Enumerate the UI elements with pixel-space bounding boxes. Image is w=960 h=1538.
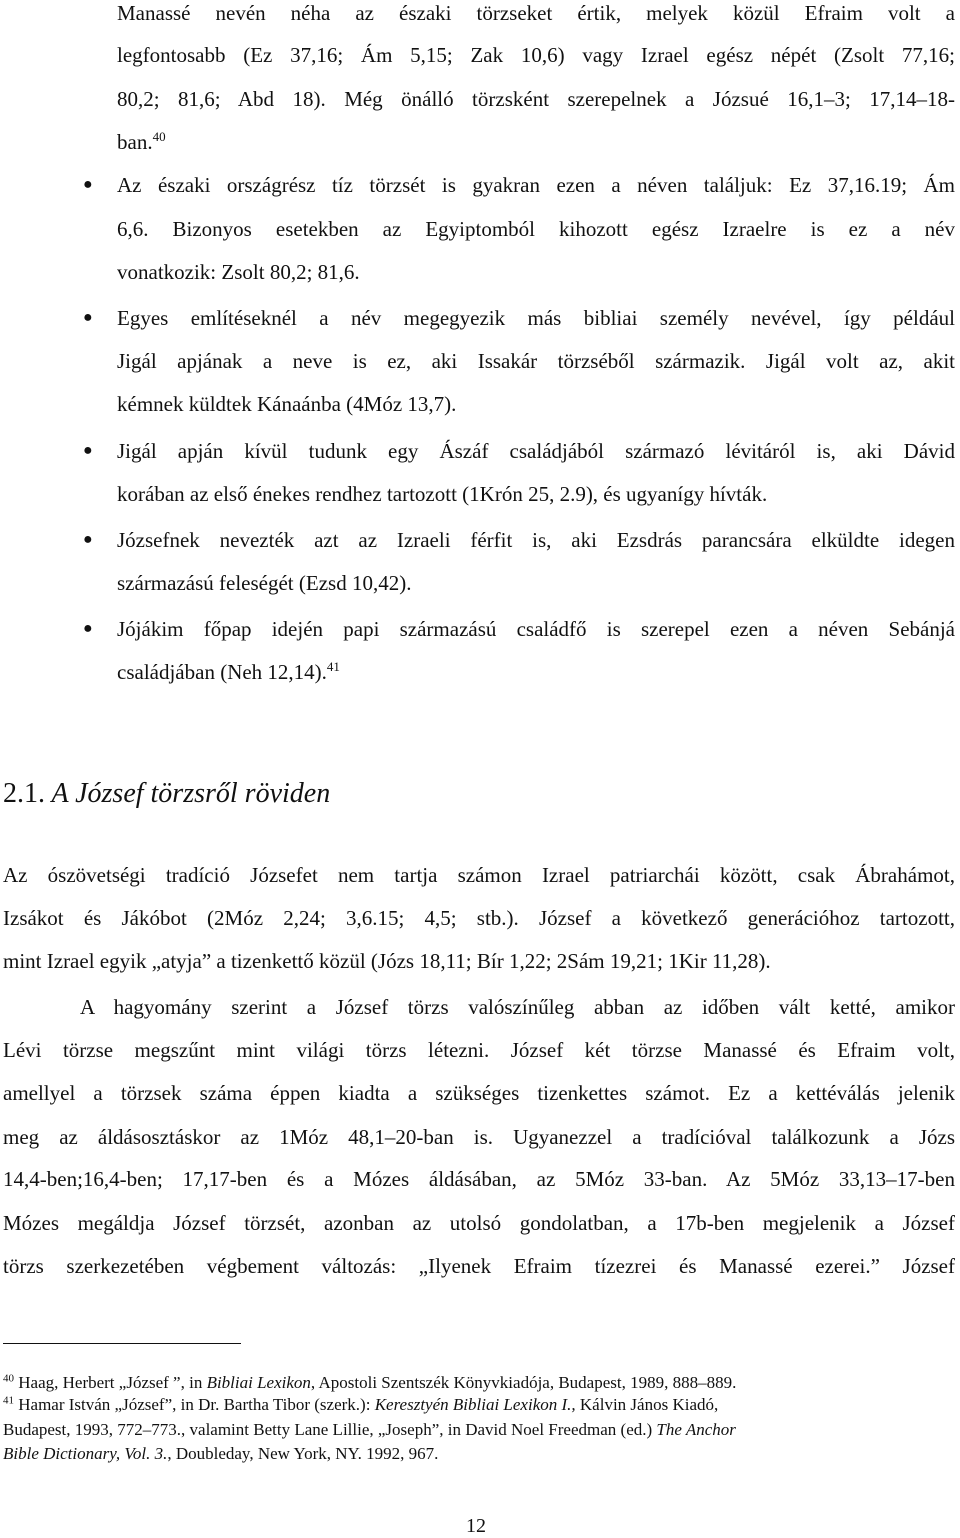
footnote-italic: Bibliai Lexikon <box>206 1373 311 1392</box>
list-item-line: Jigál apján kívül tudunk egy Ászáf családjából származó lévitáról is, aki Dávid <box>117 439 955 463</box>
list-item-line: Józsefnek nevezték azt az Izraeli férfit is, aki Ezsdrás parancsára elküldte idegen <box>117 528 955 552</box>
list-item-line: Jigál apjának a neve is ez, aki Issakár törzséből származik. Jigál volt az, akit <box>117 349 955 373</box>
list-item-line: legfontosabb (Ez 37,16; Ám 5,15; Zak 10,6) vagy Izrael egész népét (Zsolt 77,16; <box>117 43 955 67</box>
footnote-text: Budapest, 1993, 772–773., valamint Betty Lane Lillie, „Joseph”, in David Noel Freedman (ed.) <box>3 1420 657 1439</box>
footnote-text: , Doubleday, New York, NY. 1992, 967. <box>167 1444 439 1463</box>
paragraph-line: A hagyomány szerint a József törzs valószínűleg abban az időben vált ketté, amikor <box>80 995 955 1019</box>
bullet-marker: ● <box>83 531 93 548</box>
footnote-text: , Apostoli Szentszék Könyvkiadója, Budapest, 1989, 888–889. <box>310 1373 737 1392</box>
footnote-number: 41 <box>3 1394 14 1407</box>
section-number: 2.1. <box>3 778 45 809</box>
paragraph-line: törzs szerkezetében végbement változás: „Ilyenek Efraim tízezrei és Manassé ezerei.” József <box>3 1254 955 1278</box>
list-item-line <box>117 129 166 155</box>
paragraph-line: mint Izrael egyik „atyja” a tizenkettő közül (Józs 18,11; Bír 1,22; 2Sám 19,21; 1Kir 11,28). <box>3 949 771 973</box>
bullet-marker: ● <box>83 176 93 193</box>
list-item-text: ban. <box>117 130 153 154</box>
list-item-line <box>117 659 340 685</box>
footnote-ref[interactable]: 41 <box>326 659 340 674</box>
page-number: 12 <box>466 1515 486 1537</box>
list-item-line: 6,6. Bizonyos esetekben az Egyiptomból kihozott egész Izraelre is ez a név <box>117 217 955 241</box>
section-title: A József törzsről röviden <box>51 778 331 809</box>
footnote-text: Hamar István „József”, in Dr. Bartha Tibor (szerk.): <box>18 1395 375 1414</box>
list-item-line: Egyes említéseknél a név megegyezik más bibliai személy nevével, így például <box>117 306 955 330</box>
footnote-italic: Keresztyén Bibliai Lexikon I., <box>374 1395 576 1414</box>
paragraph-line: Az ószövetségi tradíció Józsefet nem tartja számon Izrael patriarchái között, csak Ábrahámot, <box>3 863 955 887</box>
list-item-line: Jójákim főpap idején papi származású családfő is szerepel ezen a néven Sebánjá <box>117 617 955 641</box>
list-item-line: 80,2; 81,6; Abd 18). Még önálló törzsként szerepelnek a Józsué 16,1–3; 17,14–18- <box>117 87 955 111</box>
footnote-text: Haag, Herbert „József ”, in <box>18 1373 207 1392</box>
list-item-line: kémnek küldtek Kánaánba (4Móz 13,7). <box>117 392 457 416</box>
bullet-marker: ● <box>83 620 93 637</box>
footnote-40 <box>3 1372 736 1394</box>
bullet-marker: ● <box>83 442 93 459</box>
footnote-italic: The Anchor <box>656 1420 736 1439</box>
footnote-41-cont <box>3 1419 736 1441</box>
paragraph-line: 14,4-ben;16,4-ben; 17,17-ben és a Mózes áldásában, az 5Móz 33-ban. Az 5Móz 33,13–17-ben <box>3 1167 955 1191</box>
paragraph-line: meg az áldásosztáskor az 1Móz 48,1–20-ban is. Ugyanezzel a tradícióval találkozunk a Józs <box>3 1125 955 1149</box>
list-item-line: származású feleségét (Ezsd 10,42). <box>117 571 412 595</box>
paragraph-line: Lévi törzse megszűnt mint világi törzs létezni. József két törzse Manassé és Efraim volt, <box>3 1038 955 1062</box>
footnote-41-cont <box>3 1443 438 1465</box>
paragraph-line: Izsákot és Jákóbot (2Móz 2,24; 3,6.15; 4,5; stb.). József a következő generációhoz tartozott, <box>3 906 955 930</box>
footnote-italic: Bible Dictionary, Vol. 3. <box>3 1444 168 1463</box>
list-item-line: vonatkozik: Zsolt 80,2; 81,6. <box>117 260 360 284</box>
bullet-marker: ● <box>83 309 93 326</box>
footnote-text: Kálvin János Kiadó, <box>575 1395 719 1414</box>
section-heading <box>3 778 330 810</box>
footnote-41 <box>3 1394 718 1416</box>
paragraph-line: Mózes megáldja József törzsét, azonban az utolsó gondolatban, a 17b-ben megjelenik a József <box>3 1211 955 1235</box>
footnote-number: 40 <box>3 1372 14 1385</box>
footnote-ref[interactable]: 40 <box>152 129 166 144</box>
list-item-line: Az északi országrész tíz törzsét is gyakran ezen a néven találjuk: Ez 37,16.19; Ám <box>117 173 955 197</box>
paragraph-line: amellyel a törzsek száma éppen kiadta a szükséges tizenkettes számot. Ez a kettéválás jelenik <box>3 1081 955 1105</box>
list-item-line: korában az első énekes rendhez tartozott (1Krón 25, 2.9), és ugyanígy hívták. <box>117 482 768 506</box>
list-item-text: családjában (Neh 12,14). <box>117 660 327 684</box>
list-item-line: Manassé nevén néha az északi törzseket értik, melyek közül Efraim volt a <box>117 1 955 25</box>
footnote-separator <box>3 1343 241 1344</box>
